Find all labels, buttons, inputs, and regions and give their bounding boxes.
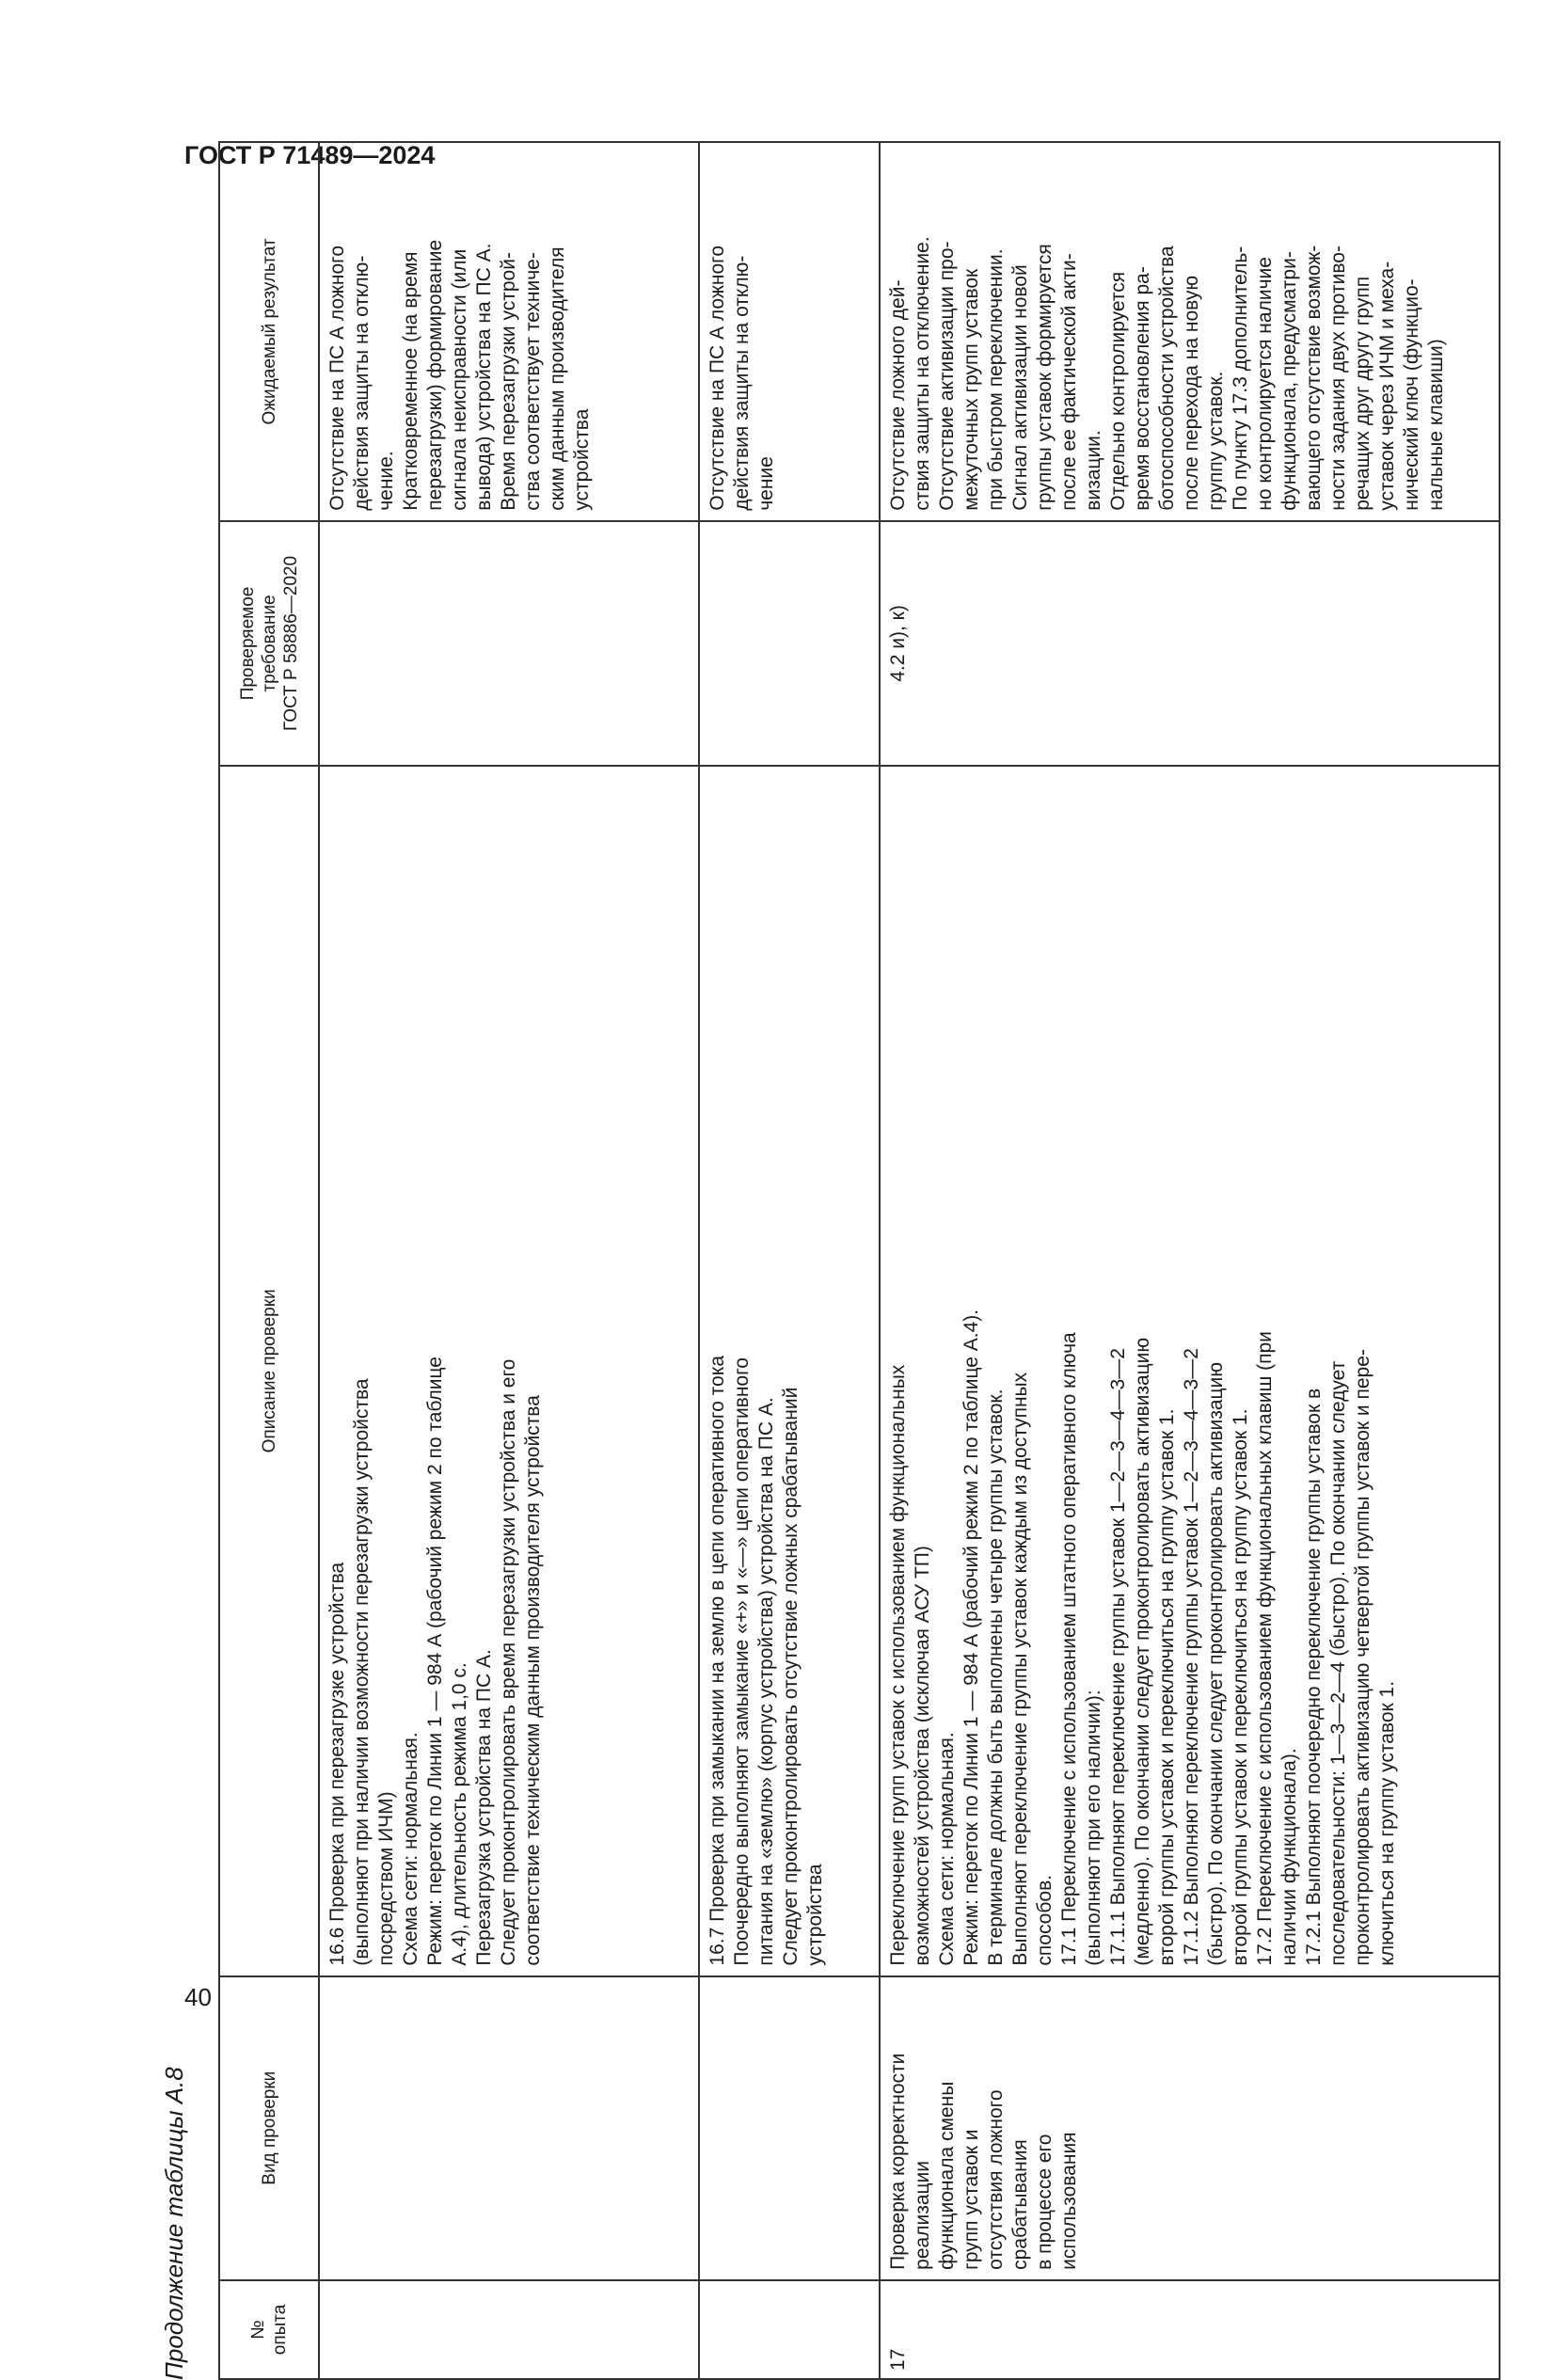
column-header-description: Описание проверки [219,766,319,1975]
column-header-requirement: Проверяемое требование ГОСТ Р 58886—2020 [219,521,319,766]
row-requirement [699,521,880,766]
row-expected-result: Отсутствие на ПС А ложного действия защиты на отклю- чение [699,142,880,521]
standard-designation: ГОСТ Р 71489—2024 [184,141,436,169]
page-number: 40 [184,1983,212,2011]
row-requirement [319,521,699,766]
row-check-type [699,1976,880,2280]
column-header-expected-result: Ожидаемый результат [219,142,319,521]
row-expected-result: Отсутствие ложного дей- ствия защиты на отключение. Отсутствие активизации про- межуточных групп уставок при быстром переключении. Сигнал активизации новой группы уставок формируется после ее фактической акти- визации. Отдельно контролируется время восстановления ра- ботоспособности устройства после перехода на новую группу уставок. По пункту 17.3 дополнитель- но контролируется наличие функционала, предусматри- вающего отсутствие возмож- ности задания двух противо- речащих друг другу групп уставок через ИЧМ и меха- нический ключ (функцио- нальные клавиши) [880,142,1500,521]
row-description: 16.7 Проверка при замыкании на землю в цепи оперативного тока Поочередно выполняют замыкание «+» и «—» цепи оперативного питания на «землю» (корпус устройства) устройства на ПС А. Следует проконтролировать отсутствие ложных срабатываний устройства [699,766,880,1975]
table-row [319,142,699,2379]
row-number [699,2280,880,2379]
row-number: 17 [880,2280,1500,2379]
row-check-type: Проверка корректности реализации функционала смены групп уставок и отсутствия ложного срабатывания в процессе его использования [880,1976,1500,2280]
row-requirement: 4.2 и), к) [880,521,1500,766]
table-row [880,142,1500,2379]
row-expected-result: Отсутствие на ПС А ложного действия защиты на отклю- чение. Кратковременное (на время перезагрузки) формирование сигнала неисправности (или вывода) устройства на ПС А. Время перезагрузки устрой- ства соответствует техниче- ским данным производителя устройства [319,142,699,521]
column-header-check-type: Вид проверки [219,1976,319,2280]
row-description: 16.6 Проверка при перезагрузке устройства (выполняют при наличии возможности перезагрузки устройства посредством ИЧМ) Схема сети: нормальная. Режим: переток по Линии 1 — 984 А (рабочий режим 2 по таблице А.4), длительность режима 1,0 с. Перезагрузка устройства на ПС А. Следует проконтролировать время перезагрузки устройства и его соответствие техническим данным производителя устройства [319,766,699,1975]
row-check-type [319,1976,699,2280]
column-header-number: № опыта [219,2280,319,2379]
table-header-row [219,142,319,2379]
table-row [699,142,880,2379]
table-continuation-caption: Продолжение таблицы А.8 [160,2067,188,2380]
rotated-table-region [160,141,1533,2380]
row-description: Переключение групп уставок с использованием функциональных возможностей устройства (исключая АСУ ТП) Схема сети: нормальная. Режим: переток по Линии 1 — 984 А (рабочий режим 2 по таблице А.4). В терминале должны быть выполнены четыре группы уставок. Выполняют переключение группы уставок каждым из доступных способов. 17.1 Переключение с использованием штатного оперативного ключа (выполняют при его наличии): 17.1.1 Выполняют переключение группы уставок 1—2—3—4—3—2 (медленно). По окончании следует проконтролировать активизацию второй группы уставок и переключиться на группу уставок 1. 17.1.2 Выполняют переключение группы уставок 1—2—3—4—3—2 (быстро). По окончании следует проконтролировать активизацию второй группы уставок и переключиться на группу уставок 1. 17.2 Переключение с использованием функциональных клавиш (при наличии функционала). 17.2.1 Выполняют поочередно переключение группы уставок в последовательности: 1—3—2—4 (быстро). По окончании следует проконтролировать активизацию четвертой группы уставок и пере- ключиться на группу уставок 1. [880,766,1500,1975]
row-number [319,2280,699,2379]
test-table [218,141,1500,2380]
